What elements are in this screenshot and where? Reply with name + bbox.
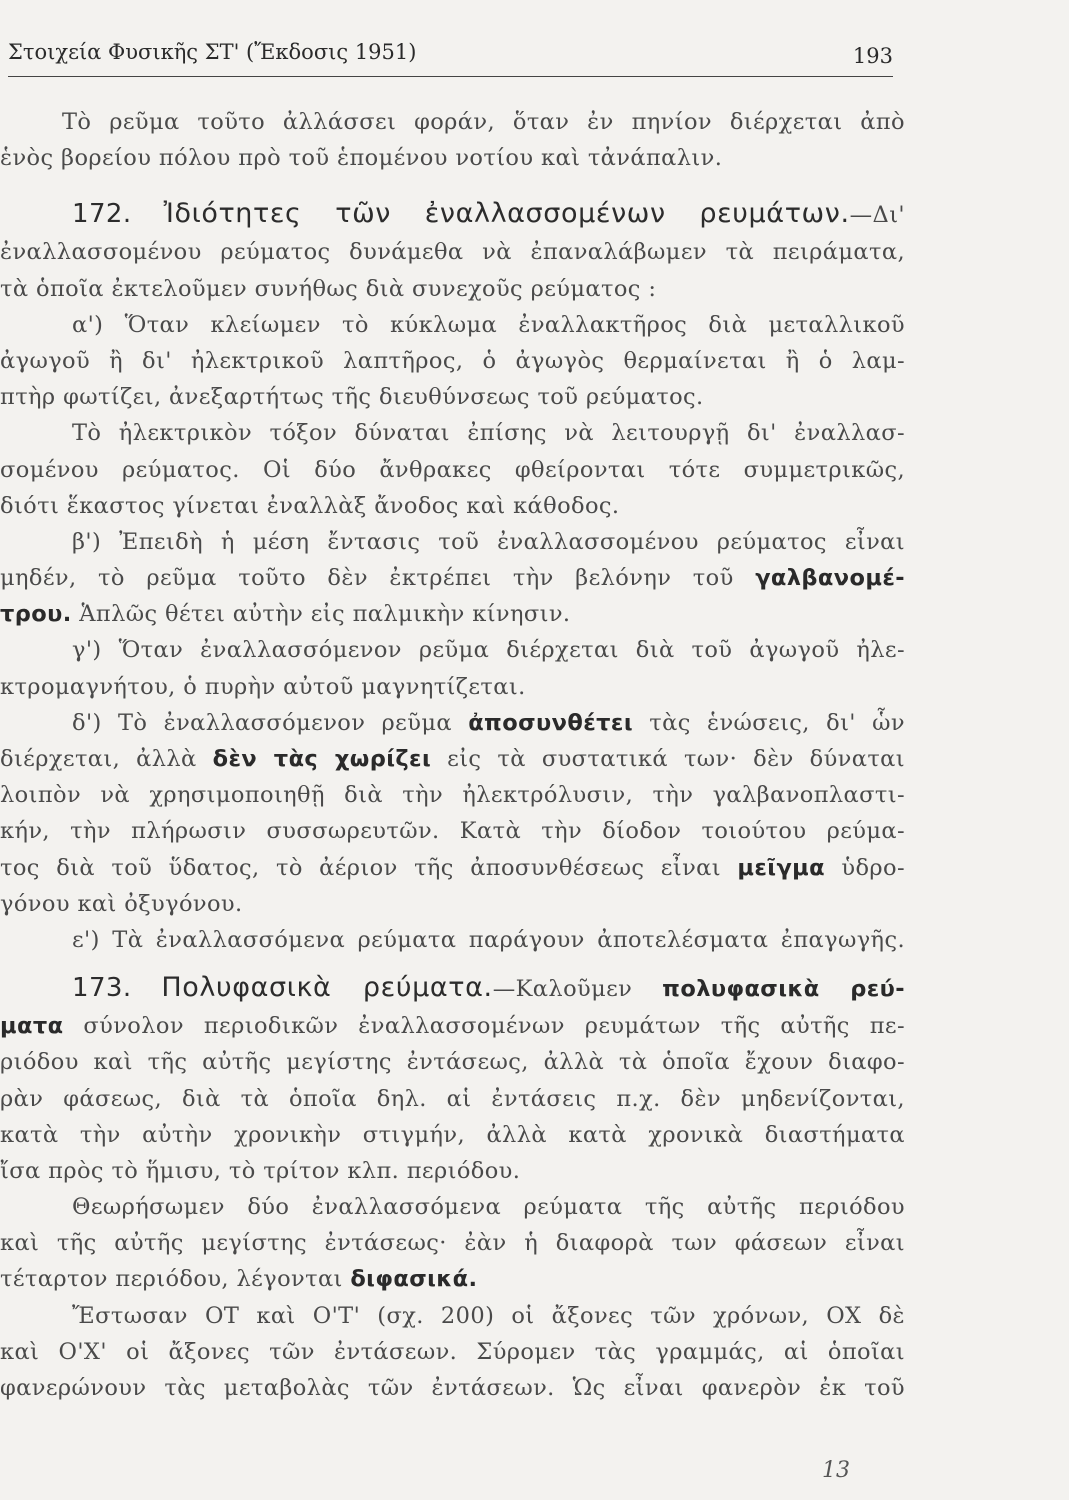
bold-term: πολυφασικὰ ρεύ- [662,976,905,1003]
text-line: σομένου ρεύματος. Οἱ δύο ἄνθρακες φθείρονται τότε συμμετρικῶς, [0,456,905,483]
text-line: ἴσα πρὸς τὸ ἥμισυ, τὸ τρίτον κλπ. περιόδου. [0,1157,521,1184]
bold-term: διφασικά. [350,1266,478,1293]
text-line: διέρχεται, ἀλλὰ δὲν τὰς χωρίζει εἰς τὰ συστατικά των· δὲν δύναται [0,746,905,772]
bold-term: ματα [0,1013,64,1040]
text-line: Τὸ ἠλεκτρικὸν τόξον δύναται ἐπίσης νὰ λειτουργῇ δι' ἐναλλασ- [72,420,905,447]
text-line: λοιπὸν νὰ χρησιμοποιηθῇ διὰ τὴν ἠλεκτρόλυσιν, τὴν γαλβανοπλαστι- [0,782,905,809]
page-number: 193 [852,44,893,68]
section-title: Ἰδιότητες τῶν ἐναλλασσομένων ρευμάτων. [163,198,850,230]
text-line: τέταρτον περιόδου, λέγονται διφασικά. [0,1266,478,1293]
text-line: ἀγωγοῦ ἢ δι' ἠλεκτρικοῦ λαπτῆρος, ὁ ἀγωγὸς θερμαίνεται ἢ ὁ λαμ- [0,347,905,374]
section-heading-172: 172. Ἰδιότητες τῶν ἐναλλασσομένων ρευμάτων.—Δι' [72,198,905,230]
bold-term: δὲν τὰς χωρίζει [212,746,432,772]
section-heading-173: 173. Πολυφασικὰ ρεύματα.—Καλοῦμεν πολυφασικὰ ρεύ- [72,972,905,1004]
text-line: πτὴρ φωτίζει, ἀνεξαρτήτως τῆς διευθύνσεως τοῦ ρεύματος. [0,384,704,411]
text-line: τρου. Ἁπλῶς θέτει αὐτὴν εἰς παλμικὴν κίνησιν. [0,601,571,628]
text-line: τὰ ὁποῖα ἐκτελοῦμεν συνήθως διὰ συνεχοῦς ρεύματος : [0,275,657,302]
text-line: φανερώνουν τὰς μεταβολὰς τῶν ἐντάσεων. Ὡς εἶναι φανερὸν ἐκ τοῦ [0,1375,905,1401]
running-title: Στοιχεία Φυσικῆς ΣΤ' (Ἔκδοσις 1951) [8,40,417,64]
text-line: τος διὰ τοῦ ὕδατος, τὸ ἀέριον τῆς ἀποσυνθέσεως εἶναι μεῖγμα ὑδρο- [0,854,905,881]
text-line: ρὰν φάσεως, διὰ τὰ ὁποῖα δηλ. αἱ ἐντάσεις π.χ. δὲν μηδενίζονται, [0,1085,905,1112]
text-line: καὶ Ο'Χ' οἱ ἄξονες τῶν ἐντάσεων. Σύρομεν τὰς γραμμάς, αἱ ὁποῖαι [0,1338,905,1365]
text-line: καὶ τῆς αὐτῆς μεγίστης ἐντάσεως· ἐὰν ἡ διαφορὰ των φάσεων εἶναι [0,1230,905,1257]
text-line: γόνου καὶ ὀξυγόνου. [0,890,243,917]
text-line: κατὰ τὴν αὐτὴν χρονικὴν στιγμήν, ἀλλὰ κατὰ χρονικὰ διαστήματα [0,1121,905,1148]
text-line: ἑνὸς βορείου πόλου πρὸ τοῦ ἑπομένου νοτίου καὶ τἀνάπαλιν. [0,145,723,172]
text-line: ματα σύνολον περιοδικῶν ἐναλλασσομένων ρευμάτων τῆς αὐτῆς πε- [0,1013,905,1040]
text-line: ε') Τὰ ἐναλλασσόμενα ρεύματα παράγουν ἀποτελέσματα ἐπαγωγῆς. [72,926,905,953]
text-line: Τὸ ρεῦμα τοῦτο ἀλλάσσει φοράν, ὅταν ἐν πηνίον διέρχεται ἀπὸ [62,109,905,135]
bold-term: μεῖγμα [737,854,825,881]
text-line: α') Ὅταν κλείωμεν τὸ κύκλωμα ἐναλλακτῆρος διὰ μεταλλικοῦ [72,311,905,338]
text-line: δ') Τὸ ἐναλλασσόμενον ρεῦμα ἀποσυνθέτει τὰς ἑνώσεις, δι' ὧν [72,709,905,736]
body-text [0,104,905,1406]
text-line: Ἔστωσαν ΟΤ καὶ Ο'Τ' (σχ. 200) οἱ ἄξονες τῶν χρόνων, ΟΧ δὲ [72,1302,905,1329]
signature-mark: 13 [822,1458,850,1483]
section-number: 172. [72,199,132,230]
text-line: διότι ἕκαστος γίνεται ἐναλλὰξ ἄνοδος καὶ κάθοδος. [0,492,620,519]
bold-term: ἀποσυνθέτει [468,709,633,736]
bold-term: τρου. [0,601,72,628]
text-line: β') Ἐπειδὴ ἡ μέση ἔντασις τοῦ ἐναλλασσομένου ρεύματος εἶναι [72,528,905,555]
text-line: κήν, τὴν πλήρωσιν συσσωρευτῶν. Κατὰ τὴν δίοδον τοιούτου ρεύμα- [0,818,905,845]
text-line: ριόδου καὶ τῆς αὐτῆς μεγίστης ἐντάσεως, ἀλλὰ τὰ ὁποῖα ἔχουν διαφο- [0,1049,905,1076]
bold-term: γαλβανομέ- [755,565,905,592]
text-line: γ') Ὅταν ἐναλλασσόμενον ρεῦμα διέρχεται διὰ τοῦ ἀγωγοῦ ἠλε- [72,637,905,664]
section-number: 173. [72,973,132,1004]
text-line: Θεωρήσωμεν δύο ἐναλλασσόμενα ρεύματα τῆς αὐτῆς περιόδου [72,1194,905,1221]
text-line: κτρομαγνήτου, ὁ πυρὴν αὐτοῦ μαγνητίζεται. [0,673,526,700]
text-line: μηδέν, τὸ ρεῦμα τοῦτο δὲν ἐκτρέπει τὴν βελόνην τοῦ γαλβανομέ- [0,565,905,592]
page-header [8,34,893,77]
text-line: ἐναλλασσομένου ρεύματος δυνάμεθα νὰ ἐπαναλάβωμεν τὰ πειράματα, [0,239,905,266]
section-title: Πολυφασικὰ ρεύματα. [161,972,493,1004]
